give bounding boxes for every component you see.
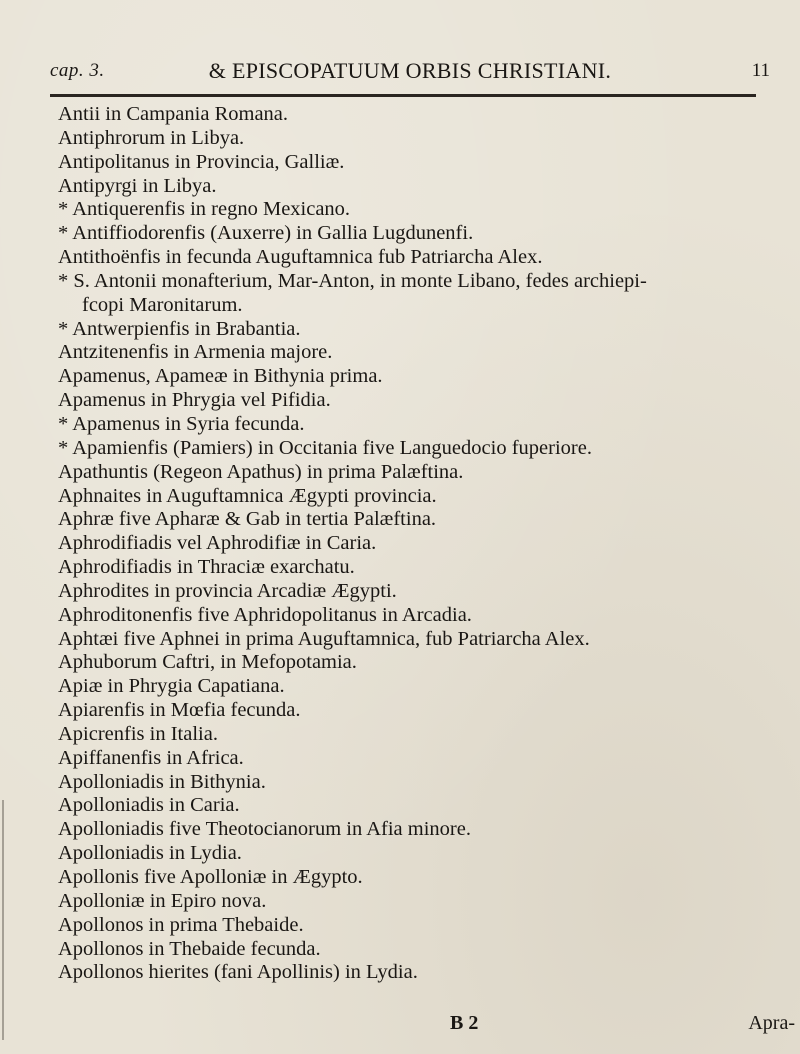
list-item: Apamenus, Apameæ in Bithynia prima.	[58, 365, 383, 388]
list-item: Aphrodifiadis in Thraciæ exarchatu.	[58, 556, 355, 579]
list-item: Aphtæi five Aphnei in prima Auguftamnica, fub Patriarcha Alex.	[58, 627, 590, 650]
list-item: Apicrenfis in Italia.	[58, 722, 218, 745]
list-item: Apollonis five Apolloniæ in Ægypto.	[58, 866, 363, 888]
list-item-continuation: fcopi Maronitarum.	[82, 293, 243, 316]
list-item: Apamenus in Phrygia vel Pifidia.	[58, 389, 331, 412]
list-item: * Antwerpienfis in Brabantia.	[58, 317, 301, 340]
list-item: Apiæ in Phrygia Capatiana.	[58, 675, 285, 698]
list-item: Apolloniadis five Theotocianorum in Afia minore.	[58, 818, 471, 841]
list-item: Apollonos hierites (fani Apollinis) in Lydia.	[58, 961, 418, 984]
list-item: Aphuborum Caftri, in Mefopotamia.	[58, 651, 357, 674]
signature-mark: B 2	[450, 1012, 479, 1034]
list-item: Apolloniadis in Bithynia.	[58, 770, 266, 793]
list-item: * Apamienfis (Pamiers) in Occitania five Languedocio fuperiore.	[58, 436, 592, 459]
list-item: Apathuntis (Regeon Apathus) in prima Palæftina.	[58, 460, 464, 483]
list-item: Aphnaites in Auguftamnica Ægypti provincia.	[58, 484, 437, 507]
list-item: Apolloniadis in Lydia.	[58, 842, 242, 865]
list-item: Antiphrorum in Libya.	[58, 126, 245, 149]
list-item: Antipolitanus in Provincia, Galliæ.	[58, 150, 345, 173]
binding-edge	[2, 800, 4, 1040]
list-item: Antzitenenfis in Armenia majore.	[58, 341, 333, 364]
running-title: & EPISCOPATUUM ORBIS CHRISTIANI.	[208, 58, 612, 83]
list-item: Aphrodites in provincia Arcadiæ Ægypti.	[58, 579, 397, 602]
list-item: Antii in Campania Romana.	[58, 103, 289, 125]
entry-list	[58, 103, 798, 985]
chapter-reference: cap. 3.	[50, 60, 105, 81]
list-item: Apolloniæ in Epiro nova.	[58, 889, 267, 912]
list-item: Aphroditonenfis five Aphridopolitanus in Arcadia.	[58, 603, 472, 626]
list-item: Antipyrgi in Libya.	[58, 174, 217, 197]
list-item: * S. Antonii monafterium, Mar-Anton, in monte Libano, fedes archiepi-	[58, 269, 647, 292]
page-footer	[50, 1012, 795, 1038]
page-header	[50, 58, 770, 88]
list-item: * Antiquerenfis in regno Mexicano.	[58, 198, 351, 221]
catchword: Apra-	[748, 1012, 795, 1034]
list-item: * Apamenus in Syria fecunda.	[58, 412, 305, 435]
list-item: Aphræ five Apharæ & Gab in tertia Palæftina.	[58, 508, 437, 531]
list-item: Apiarenfis in Mœfia fecunda.	[58, 699, 301, 722]
list-item: Antithoënfis in fecunda Auguftamnica fub Patriarcha Alex.	[58, 246, 543, 269]
page-number: 11	[751, 60, 770, 81]
list-item: Apollonos in prima Thebaide.	[58, 913, 304, 936]
list-item: Apolloniadis in Caria.	[58, 794, 240, 817]
list-item: * Antiffiodorenfis (Auxerre) in Gallia Lugdunenfi.	[58, 222, 474, 245]
header-rule	[50, 94, 756, 97]
list-item: Apollonos in Thebaide fecunda.	[58, 937, 321, 960]
list-item: Apiffanenfis in Africa.	[58, 746, 244, 769]
list-item: Aphrodifiadis vel Aphrodifiæ in Caria.	[58, 532, 377, 555]
